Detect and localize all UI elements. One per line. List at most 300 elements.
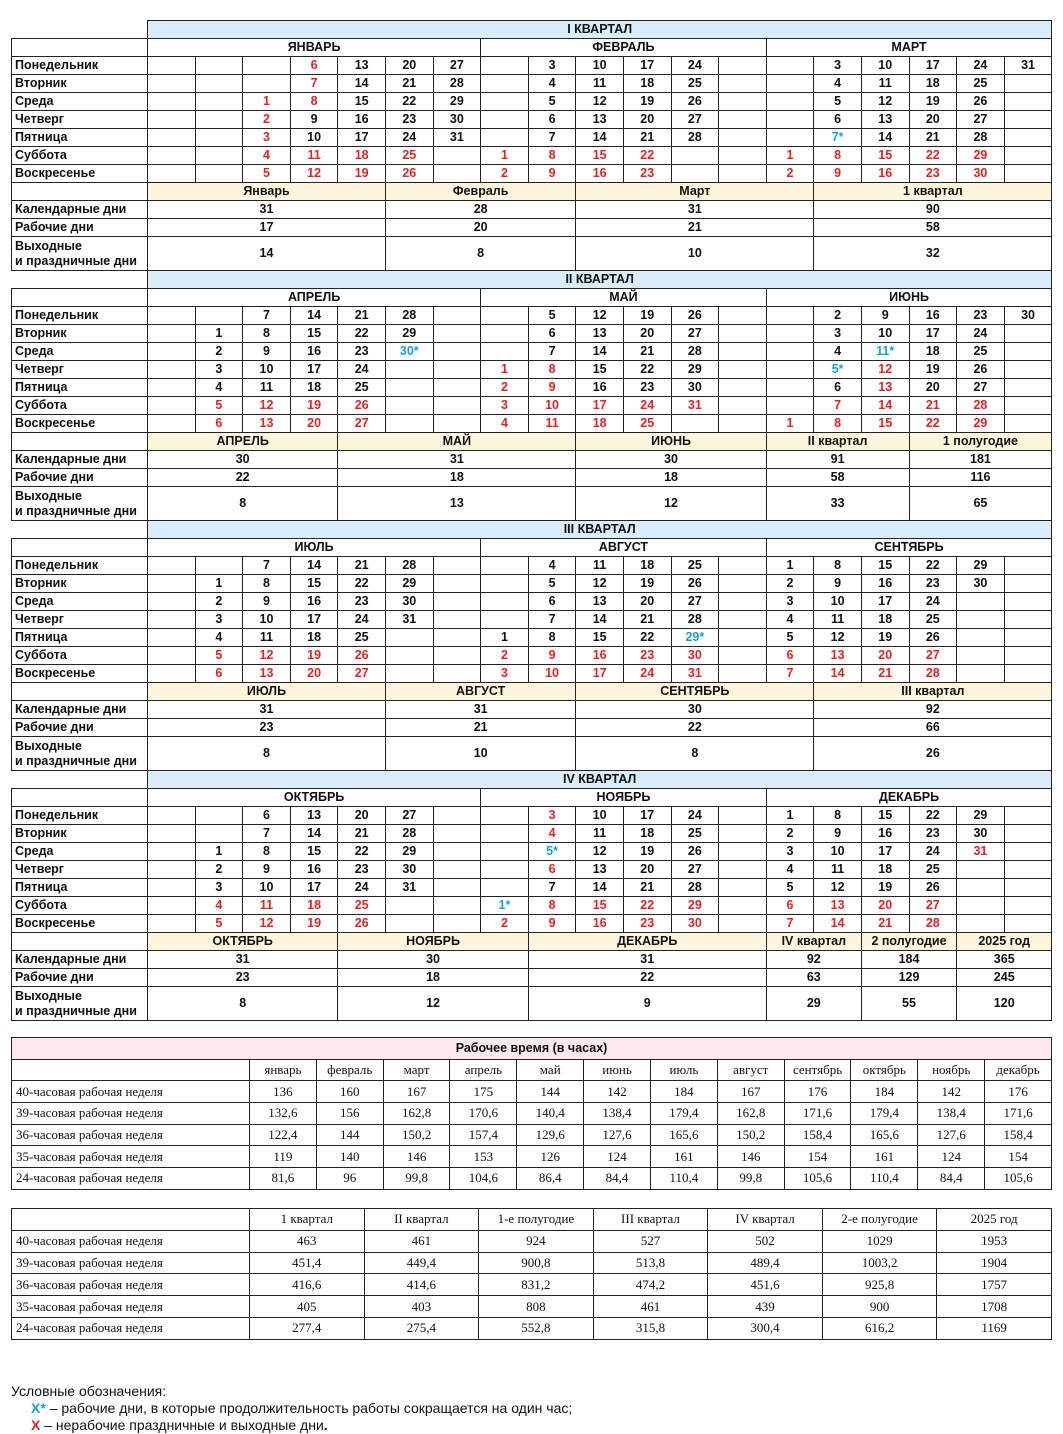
day-cell: 20 bbox=[623, 111, 671, 129]
day-cell: 13 bbox=[576, 861, 624, 879]
off-days-row bbox=[12, 487, 1052, 521]
day-cell: 1 bbox=[766, 147, 814, 165]
calendar-days-row bbox=[12, 701, 1052, 719]
calendar-days-value: 365 bbox=[957, 951, 1052, 969]
totals-row-label: 40-часовая рабочая неделя bbox=[12, 1230, 250, 1252]
hours-value: 140 bbox=[316, 1146, 383, 1168]
empty-cell bbox=[433, 361, 481, 379]
off-days-value: 8 bbox=[148, 737, 386, 771]
day-cell: 28 bbox=[909, 665, 957, 683]
day-cell: 31 bbox=[385, 611, 433, 629]
empty-cell bbox=[719, 147, 767, 165]
hours-value: 127,6 bbox=[918, 1124, 985, 1146]
day-cell: 3 bbox=[243, 129, 291, 147]
hours-value: 154 bbox=[784, 1146, 851, 1168]
empty-cell bbox=[195, 307, 243, 325]
empty-cell bbox=[148, 165, 196, 183]
empty-cell bbox=[719, 57, 767, 75]
hours-value: 153 bbox=[450, 1146, 517, 1168]
day-cell: 21 bbox=[623, 879, 671, 897]
empty-cell bbox=[433, 825, 481, 843]
day-cell: 29 bbox=[385, 575, 433, 593]
day-cell: 19 bbox=[290, 647, 338, 665]
calendar-days-value: 184 bbox=[861, 951, 956, 969]
off-days-value: 29 bbox=[766, 987, 861, 1021]
hours-month-header: март bbox=[383, 1059, 450, 1081]
day-cell: 6 bbox=[766, 647, 814, 665]
day-cell: 5 bbox=[195, 915, 243, 933]
day-cell: 22 bbox=[909, 147, 957, 165]
hours-row-label: 39-часовая рабочая неделя bbox=[12, 1103, 250, 1125]
empty-cell bbox=[148, 897, 196, 915]
empty-cell bbox=[148, 593, 196, 611]
day-cell: 15 bbox=[576, 629, 624, 647]
weekday-label: Вторник bbox=[12, 575, 148, 593]
day-cell: 12 bbox=[814, 629, 862, 647]
day-cell: 28 bbox=[957, 397, 1005, 415]
work-days-label: Рабочие дни bbox=[12, 719, 148, 737]
off-days-label bbox=[12, 487, 148, 521]
off-days-row bbox=[12, 987, 1052, 1021]
work-days-row bbox=[12, 469, 1052, 487]
empty-cell bbox=[385, 647, 433, 665]
empty-cell bbox=[957, 647, 1005, 665]
day-cell: 18 bbox=[623, 75, 671, 93]
empty-cell bbox=[12, 933, 148, 951]
empty-cell bbox=[1004, 807, 1052, 825]
empty-cell bbox=[671, 147, 719, 165]
day-cell: 3 bbox=[528, 807, 576, 825]
hours-value: 124 bbox=[584, 1146, 651, 1168]
day-cell: 20 bbox=[290, 415, 338, 433]
empty-cell bbox=[148, 147, 196, 165]
day-cell: 19 bbox=[861, 879, 909, 897]
day-cell: 1 bbox=[481, 361, 529, 379]
empty-cell bbox=[385, 915, 433, 933]
hours-value: 167 bbox=[383, 1081, 450, 1103]
day-cell: 11 bbox=[243, 379, 291, 397]
empty-cell bbox=[1004, 415, 1052, 433]
empty-cell bbox=[148, 325, 196, 343]
empty-cell bbox=[1004, 93, 1052, 111]
off-days-label-line2: и праздничные дни bbox=[15, 253, 137, 268]
weekday-row bbox=[12, 575, 1052, 593]
off-days-label-line2: и праздничные дни bbox=[15, 753, 137, 768]
day-cell: 14 bbox=[338, 75, 386, 93]
totals-value: 451,4 bbox=[250, 1252, 365, 1274]
day-cell: 3 bbox=[766, 593, 814, 611]
day-cell: 24 bbox=[957, 57, 1005, 75]
calendar-days-value: 31 bbox=[148, 701, 386, 719]
day-cell: 11 bbox=[243, 897, 291, 915]
empty-cell bbox=[433, 647, 481, 665]
hours-value: 96 bbox=[316, 1168, 383, 1190]
quarter-header-row bbox=[12, 271, 1052, 289]
weekday-label: Понедельник bbox=[12, 57, 148, 75]
off-days-label bbox=[12, 737, 148, 771]
empty-cell bbox=[719, 165, 767, 183]
day-cell: 1 bbox=[195, 575, 243, 593]
hours-row bbox=[12, 1146, 1052, 1168]
empty-cell bbox=[243, 57, 291, 75]
day-cell: 9 bbox=[814, 165, 862, 183]
day-cell: 3 bbox=[195, 611, 243, 629]
empty-cell bbox=[719, 307, 767, 325]
day-cell: 10 bbox=[814, 843, 862, 861]
day-cell: 20 bbox=[385, 57, 433, 75]
off-days-label-line1: Выходные bbox=[15, 989, 82, 1004]
off-days-label-line1: Выходные bbox=[15, 739, 82, 754]
day-cell: 15 bbox=[290, 325, 338, 343]
day-cell: 11 bbox=[861, 75, 909, 93]
empty-cell bbox=[148, 879, 196, 897]
day-cell: 5* bbox=[814, 361, 862, 379]
summary-period-label: АВГУСТ bbox=[385, 683, 575, 701]
empty-cell bbox=[195, 807, 243, 825]
empty-cell bbox=[385, 397, 433, 415]
weekday-label: Четверг bbox=[12, 361, 148, 379]
empty-cell bbox=[766, 75, 814, 93]
day-cell: 21 bbox=[338, 557, 386, 575]
empty-cell bbox=[148, 647, 196, 665]
empty-cell bbox=[766, 379, 814, 397]
day-cell: 17 bbox=[290, 611, 338, 629]
empty-cell bbox=[719, 915, 767, 933]
day-cell: 12 bbox=[861, 93, 909, 111]
empty-cell bbox=[719, 361, 767, 379]
day-cell: 17 bbox=[909, 325, 957, 343]
empty-cell bbox=[385, 361, 433, 379]
empty-cell bbox=[1004, 825, 1052, 843]
day-cell: 16 bbox=[909, 307, 957, 325]
weekday-row bbox=[12, 111, 1052, 129]
weekday-label: Суббота bbox=[12, 897, 148, 915]
empty-cell bbox=[12, 683, 148, 701]
empty-cell bbox=[433, 879, 481, 897]
totals-value: 315,8 bbox=[593, 1317, 708, 1339]
day-cell: 6 bbox=[243, 807, 291, 825]
day-cell: 6 bbox=[814, 111, 862, 129]
day-cell: 1 bbox=[195, 325, 243, 343]
day-cell: 29 bbox=[433, 93, 481, 111]
empty-cell bbox=[195, 147, 243, 165]
day-cell: 26 bbox=[957, 361, 1005, 379]
work-days-value: 22 bbox=[528, 969, 766, 987]
work-days-value: 58 bbox=[766, 469, 909, 487]
day-cell: 17 bbox=[576, 665, 624, 683]
off-days-value: 120 bbox=[957, 987, 1052, 1021]
empty-cell bbox=[1004, 325, 1052, 343]
empty-cell bbox=[719, 343, 767, 361]
day-cell: 12 bbox=[576, 307, 624, 325]
hours-row bbox=[12, 1168, 1052, 1190]
day-cell: 10 bbox=[576, 807, 624, 825]
day-cell: 14 bbox=[576, 129, 624, 147]
day-cell: 24 bbox=[338, 361, 386, 379]
day-cell: 19 bbox=[290, 915, 338, 933]
day-cell: 1 bbox=[243, 93, 291, 111]
day-cell: 3 bbox=[195, 879, 243, 897]
hours-month-header: февраль bbox=[316, 1059, 383, 1081]
weekday-row bbox=[12, 343, 1052, 361]
hours-value: 119 bbox=[250, 1146, 317, 1168]
day-cell: 7 bbox=[814, 397, 862, 415]
totals-value: 405 bbox=[250, 1296, 365, 1318]
month-name: МАЙ bbox=[481, 289, 767, 307]
day-cell: 8 bbox=[814, 807, 862, 825]
legend-off-day bbox=[11, 1417, 1051, 1434]
day-cell: 8 bbox=[528, 629, 576, 647]
empty-cell bbox=[148, 807, 196, 825]
day-cell: 5 bbox=[766, 879, 814, 897]
empty-cell bbox=[481, 325, 529, 343]
empty-cell bbox=[1004, 593, 1052, 611]
day-cell: 14 bbox=[290, 557, 338, 575]
calendar-days-value: 92 bbox=[766, 951, 861, 969]
day-cell: 30 bbox=[957, 165, 1005, 183]
day-cell: 12 bbox=[576, 843, 624, 861]
day-cell: 24 bbox=[623, 397, 671, 415]
empty-cell bbox=[433, 325, 481, 343]
empty-cell bbox=[481, 307, 529, 325]
day-cell: 13 bbox=[576, 593, 624, 611]
month-name: АВГУСТ bbox=[481, 539, 767, 557]
day-cell: 15 bbox=[576, 897, 624, 915]
totals-value: 924 bbox=[479, 1230, 594, 1252]
empty-cell bbox=[719, 879, 767, 897]
empty-cell bbox=[433, 379, 481, 397]
day-cell: 16 bbox=[576, 379, 624, 397]
day-cell: 24 bbox=[671, 807, 719, 825]
day-cell: 25 bbox=[671, 825, 719, 843]
empty-cell bbox=[481, 879, 529, 897]
work-days-value: 23 bbox=[148, 719, 386, 737]
empty-cell bbox=[1004, 361, 1052, 379]
totals-value: 300,4 bbox=[708, 1317, 823, 1339]
day-cell: 29 bbox=[957, 557, 1005, 575]
work-days-row bbox=[12, 219, 1052, 237]
hours-row-label: 36-часовая рабочая неделя bbox=[12, 1124, 250, 1146]
empty-cell bbox=[148, 361, 196, 379]
day-cell: 5 bbox=[243, 165, 291, 183]
empty-cell bbox=[12, 771, 148, 789]
day-cell: 16 bbox=[290, 593, 338, 611]
empty-cell bbox=[719, 557, 767, 575]
summary-period-label: IV квартал bbox=[766, 933, 861, 951]
day-cell: 3 bbox=[195, 361, 243, 379]
empty-cell bbox=[148, 861, 196, 879]
day-cell: 17 bbox=[576, 397, 624, 415]
calendar-days-value: 31 bbox=[385, 701, 575, 719]
day-cell: 11 bbox=[290, 147, 338, 165]
day-cell: 20 bbox=[909, 111, 957, 129]
day-cell: 12 bbox=[814, 879, 862, 897]
day-cell: 1 bbox=[481, 147, 529, 165]
day-cell: 10 bbox=[528, 397, 576, 415]
empty-cell bbox=[719, 325, 767, 343]
work-days-value: 22 bbox=[148, 469, 338, 487]
day-cell: 25 bbox=[338, 629, 386, 647]
day-cell: 23 bbox=[623, 647, 671, 665]
day-cell: 22 bbox=[623, 361, 671, 379]
totals-row bbox=[12, 1296, 1052, 1318]
work-days-value: 18 bbox=[576, 469, 766, 487]
day-cell: 18 bbox=[623, 825, 671, 843]
day-cell: 18 bbox=[290, 379, 338, 397]
hours-value: 99,8 bbox=[717, 1168, 784, 1190]
day-cell: 5 bbox=[195, 647, 243, 665]
day-cell: 19 bbox=[861, 629, 909, 647]
month-name: ИЮЛЬ bbox=[148, 539, 481, 557]
summary-period-label: АПРЕЛЬ bbox=[148, 433, 338, 451]
day-cell: 23 bbox=[623, 915, 671, 933]
hours-month-header: октябрь bbox=[851, 1059, 918, 1081]
day-cell: 1 bbox=[195, 843, 243, 861]
hours-value: 144 bbox=[316, 1124, 383, 1146]
empty-cell bbox=[1004, 397, 1052, 415]
day-cell: 28 bbox=[433, 75, 481, 93]
day-cell: 8 bbox=[814, 557, 862, 575]
day-cell: 2 bbox=[195, 861, 243, 879]
weekday-row bbox=[12, 665, 1052, 683]
calendar-days-row bbox=[12, 451, 1052, 469]
empty-cell bbox=[433, 415, 481, 433]
day-cell: 17 bbox=[623, 807, 671, 825]
weekday-row bbox=[12, 307, 1052, 325]
off-days-value: 9 bbox=[528, 987, 766, 1021]
hours-value: 146 bbox=[383, 1146, 450, 1168]
empty-cell bbox=[1004, 147, 1052, 165]
totals-value: 513,8 bbox=[593, 1252, 708, 1274]
month-name: ОКТЯБРЬ bbox=[148, 789, 481, 807]
weekday-label: Понедельник bbox=[12, 807, 148, 825]
day-cell: 12 bbox=[576, 575, 624, 593]
weekday-label: Пятница bbox=[12, 879, 148, 897]
work-days-value: 129 bbox=[861, 969, 956, 987]
day-cell: 10 bbox=[528, 665, 576, 683]
empty-cell bbox=[195, 111, 243, 129]
empty-cell bbox=[766, 129, 814, 147]
day-cell: 2 bbox=[766, 825, 814, 843]
empty-cell bbox=[1004, 915, 1052, 933]
day-cell: 12 bbox=[576, 93, 624, 111]
day-cell: 26 bbox=[909, 879, 957, 897]
day-cell: 16 bbox=[290, 861, 338, 879]
hours-value: 171,6 bbox=[985, 1103, 1052, 1125]
day-cell: 7 bbox=[528, 129, 576, 147]
totals-value: 808 bbox=[479, 1296, 594, 1318]
day-cell: 22 bbox=[909, 415, 957, 433]
day-cell: 28 bbox=[671, 611, 719, 629]
day-cell: 4 bbox=[766, 611, 814, 629]
day-cell: 14 bbox=[814, 665, 862, 683]
empty-cell bbox=[1004, 629, 1052, 647]
day-cell: 5 bbox=[528, 575, 576, 593]
empty-cell bbox=[671, 165, 719, 183]
work-days-value: 116 bbox=[909, 469, 1052, 487]
empty-cell bbox=[148, 93, 196, 111]
hours-value: 167 bbox=[717, 1081, 784, 1103]
day-cell: 27 bbox=[338, 415, 386, 433]
calendar-days-value: 31 bbox=[148, 201, 386, 219]
empty-cell bbox=[766, 343, 814, 361]
day-cell: 17 bbox=[909, 57, 957, 75]
hours-value: 161 bbox=[650, 1146, 717, 1168]
day-cell: 25 bbox=[909, 861, 957, 879]
weekday-label: Четверг bbox=[12, 611, 148, 629]
off-days-value: 8 bbox=[148, 987, 338, 1021]
day-cell: 16 bbox=[338, 111, 386, 129]
weekday-label: Вторник bbox=[12, 75, 148, 93]
period-hours-table bbox=[11, 1208, 1052, 1340]
work-days-value: 18 bbox=[338, 469, 576, 487]
day-cell: 6 bbox=[528, 111, 576, 129]
calendar-days-label: Календарные дни bbox=[12, 201, 148, 219]
day-cell: 13 bbox=[290, 807, 338, 825]
calendar-days-value: 30 bbox=[576, 451, 766, 469]
empty-cell bbox=[766, 361, 814, 379]
weekday-label: Понедельник bbox=[12, 307, 148, 325]
day-cell: 31 bbox=[385, 879, 433, 897]
legend-short-day bbox=[11, 1400, 1051, 1417]
day-cell: 28 bbox=[909, 915, 957, 933]
day-cell: 25 bbox=[385, 147, 433, 165]
totals-value: 1029 bbox=[822, 1230, 937, 1252]
hours-value: 105,6 bbox=[985, 1168, 1052, 1190]
off-days-value: 8 bbox=[385, 237, 575, 271]
empty-cell bbox=[481, 343, 529, 361]
hours-value: 138,4 bbox=[918, 1103, 985, 1125]
empty-cell bbox=[1004, 611, 1052, 629]
empty-cell bbox=[719, 807, 767, 825]
day-cell: 10 bbox=[576, 57, 624, 75]
day-cell: 3 bbox=[766, 843, 814, 861]
empty-cell bbox=[481, 111, 529, 129]
day-cell: 13 bbox=[861, 111, 909, 129]
weekday-label: Воскресенье bbox=[12, 415, 148, 433]
production-calendar-table bbox=[11, 20, 1052, 1021]
hours-value: 146 bbox=[717, 1146, 784, 1168]
weekday-label: Среда bbox=[12, 843, 148, 861]
hours-value: 136 bbox=[250, 1081, 317, 1103]
day-cell: 27 bbox=[957, 379, 1005, 397]
calendar-days-value: 30 bbox=[576, 701, 814, 719]
empty-cell bbox=[12, 289, 148, 307]
day-cell: 18 bbox=[576, 415, 624, 433]
day-cell: 26 bbox=[671, 93, 719, 111]
weekday-row bbox=[12, 57, 1052, 75]
empty-cell bbox=[1004, 111, 1052, 129]
empty-cell bbox=[148, 75, 196, 93]
summary-period-label: ОКТЯБРЬ bbox=[148, 933, 338, 951]
work-days-value: 17 bbox=[148, 219, 386, 237]
weekday-row bbox=[12, 611, 1052, 629]
day-cell: 13 bbox=[814, 897, 862, 915]
day-cell: 21 bbox=[909, 397, 957, 415]
weekday-row bbox=[12, 165, 1052, 183]
off-days-value: 12 bbox=[338, 987, 528, 1021]
day-cell: 28 bbox=[957, 129, 1005, 147]
day-cell: 8 bbox=[243, 325, 291, 343]
day-cell: 4 bbox=[814, 75, 862, 93]
day-cell: 23 bbox=[338, 343, 386, 361]
hours-row bbox=[12, 1103, 1052, 1125]
day-cell: 25 bbox=[338, 379, 386, 397]
empty-cell bbox=[719, 593, 767, 611]
day-cell: 6 bbox=[290, 57, 338, 75]
hours-month-header: ноябрь bbox=[918, 1059, 985, 1081]
day-cell: 22 bbox=[623, 147, 671, 165]
